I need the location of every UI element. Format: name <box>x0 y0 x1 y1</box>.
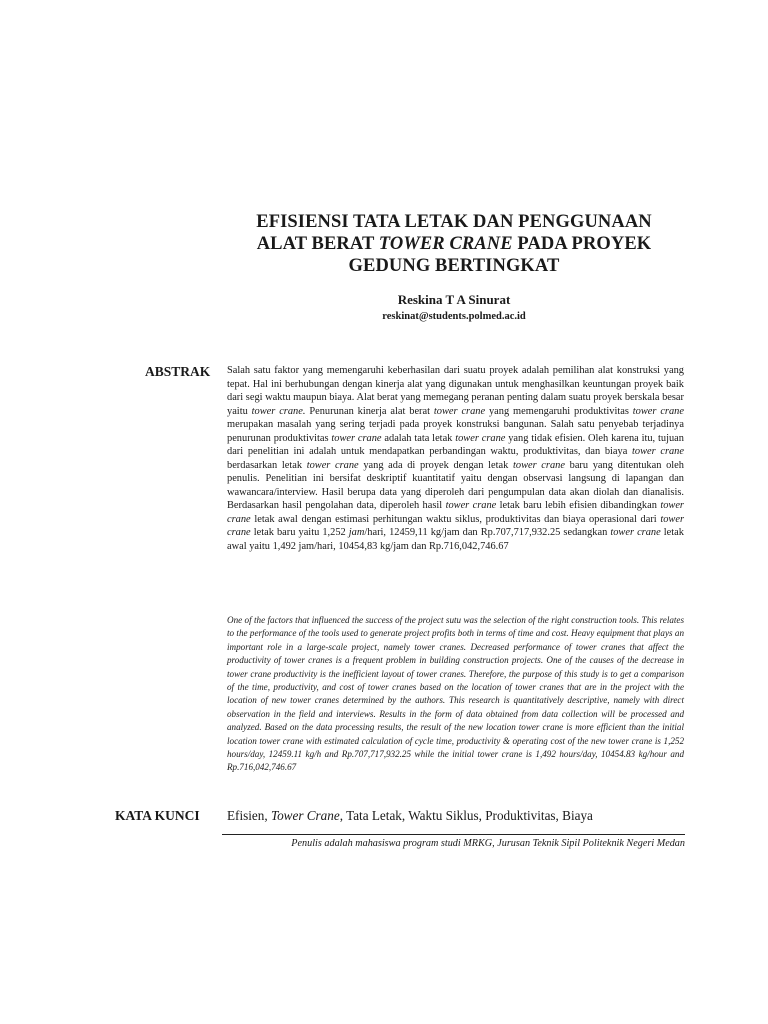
abstract-id-text: letak baru yaitu 1,252 <box>250 527 349 538</box>
abstract-id-term: tower crane <box>227 500 684 525</box>
abstract-id-text: merupakan masalah yang sering terjadi pada proyek konstruksi bangunan. Salah satu penyebab terjadinya penurunan produktivitas <box>227 419 684 444</box>
abstract-id-text: adalah tata letak <box>381 432 456 444</box>
author-email: reskinat@students.polmed.ac.id <box>382 311 526 322</box>
abstract-id-text: letak baru lebih efisien dibandingkan <box>496 500 661 511</box>
abstract-id-text: /hari, 12459,11 kg/jam dan Rp.707,717,932.25 sedangkan <box>364 527 611 538</box>
keyword-text: Efisien, <box>227 808 271 823</box>
keyword-text: , Tata Letak, Waktu Siklus, Produktivitas, Biaya <box>339 808 593 823</box>
abstract-id-text: Penurunan kinerja alat berat <box>305 405 434 417</box>
abstract-id-term: tower crane. <box>251 405 306 417</box>
footnote-divider <box>222 834 685 835</box>
abstract-id-term: tower crane <box>632 405 684 417</box>
title-line-2-pre: ALAT BERAT <box>256 234 379 254</box>
abstract-id-text: letak awal dengan estimasi perhitungan waktu siklus, produktivitas dan biaya operasional dari <box>250 513 661 525</box>
abstract-id-term: tower crane <box>445 500 497 511</box>
abstract-id-text: yang ada di proyek dengan letak <box>358 459 513 471</box>
abstract-id-text: baru yang ditentukan oleh penulis. Penelitian ini bersifat deskriptif kuantitatif yaitu dengan observasi langsung di lapangan dan wawancara/interview. Hasil berupa data yang diperoleh dari pengumpulan data akan diolah dan dianalisis. Berdasarkan hasil pengolahan data, diperoleh hasil <box>227 459 684 511</box>
abstract-id-term: tower crane <box>512 459 565 471</box>
title-line-3: GEDUNG BERTINGKAT <box>348 256 560 276</box>
abstract-id-term: tower crane <box>610 527 661 538</box>
keywords-list <box>227 808 593 824</box>
paper-title <box>200 211 708 277</box>
title-line-2 <box>200 233 708 255</box>
abstract-id-text: berdasarkan letak <box>227 459 307 471</box>
abstract-id-text: letak awal yaitu 1,492 jam/hari, 10454,83 kg/jam dan Rp.716,042,746.67 <box>227 527 684 552</box>
title-line-1: EFISIENSI TATA LETAK DAN PENGGUNAAN <box>256 212 652 232</box>
abstract-id-term: tower crane <box>306 459 359 471</box>
author-name: Reskina T A Sinurat <box>397 292 511 307</box>
abstract-id-term: tower crane <box>455 432 506 444</box>
abstract-id-text: yang tidak efisien. Oleh karena itu, tujuan dari penelitian ini adalah untuk mendapatkan perbandingan waktu, produktivitas, dan biaya <box>227 432 684 457</box>
abstract-label: ABSTRAK <box>145 364 211 379</box>
title-line-2-post: PADA PROYEK <box>512 234 652 254</box>
abstract-english: One of the factors that influenced the success of the project sutu was the selection of the right construction tools. This relates to the performance of the tools used to generate project profits both in terms of time and cost. Heavy equipment that plays an important role in a large-scale project, namely tower cranes. Decreased performance of tower cranes that affect the productivity of tower cranes is a frequent problem in building construction projects. One of the causes of the decrease in tower crane productivity is the inefficient layout of tower cranes. Therefore, the purpose of this study is to get a comparison of the time, productivity, and cost of tower cranes based on the location of tower cranes that are in the project with the location of new tower cranes determined by the authors. This research is quantitatively descriptive, namely with direct observation in the field and interviews. Results in the form of data obtained from data collection will be processed and analyzed. Based on the data processing results, the result of the new location tower crane is more efficient than the initial location tower crane with estimated calculation of cycle time, productivity & operating cost of the new tower crane is 1,252 hours/day, 12459.11 kg/h and Rp.707,717,932.25 while the initial tower crane is 1,492 hours/day, 10454.83 kg/hour and Rp.716,042,746.67 <box>227 615 684 773</box>
title-line-2-italic: TOWER CRANE <box>378 234 513 254</box>
abstract-id-term: tower crane <box>632 446 684 457</box>
abstract-id-term: tower crane <box>331 432 382 444</box>
keywords-label: KATA KUNCI <box>115 808 200 823</box>
abstract-id-term: tower crane <box>433 405 486 417</box>
author-footnote: Penulis adalah mahasiswa program studi MRKG, Jurusan Teknik Sipil Politeknik Negeri Medan <box>291 838 685 849</box>
abstract-id-term: tower crane <box>227 513 684 538</box>
abstract-id-term: jam <box>348 527 365 538</box>
abstract-id-text: yang memengaruhi produktivitas <box>485 405 633 417</box>
abstract-indonesian <box>227 364 684 553</box>
abstract-id-text: Salah satu faktor yang memengaruhi keberhasilan dari suatu proyek adalah pemilihan alat konstruksi yang tepat. Hal ini berhubungan dengan kinerja alat yang digunakan untuk menghasilkan keuntungan proyek baik dari segi waktu maupun biaya. Alat berat yang memegang peranan penting dalam suatu proyek berskala besar yaitu <box>227 365 684 417</box>
keyword-italic: Tower Crane <box>270 808 340 823</box>
